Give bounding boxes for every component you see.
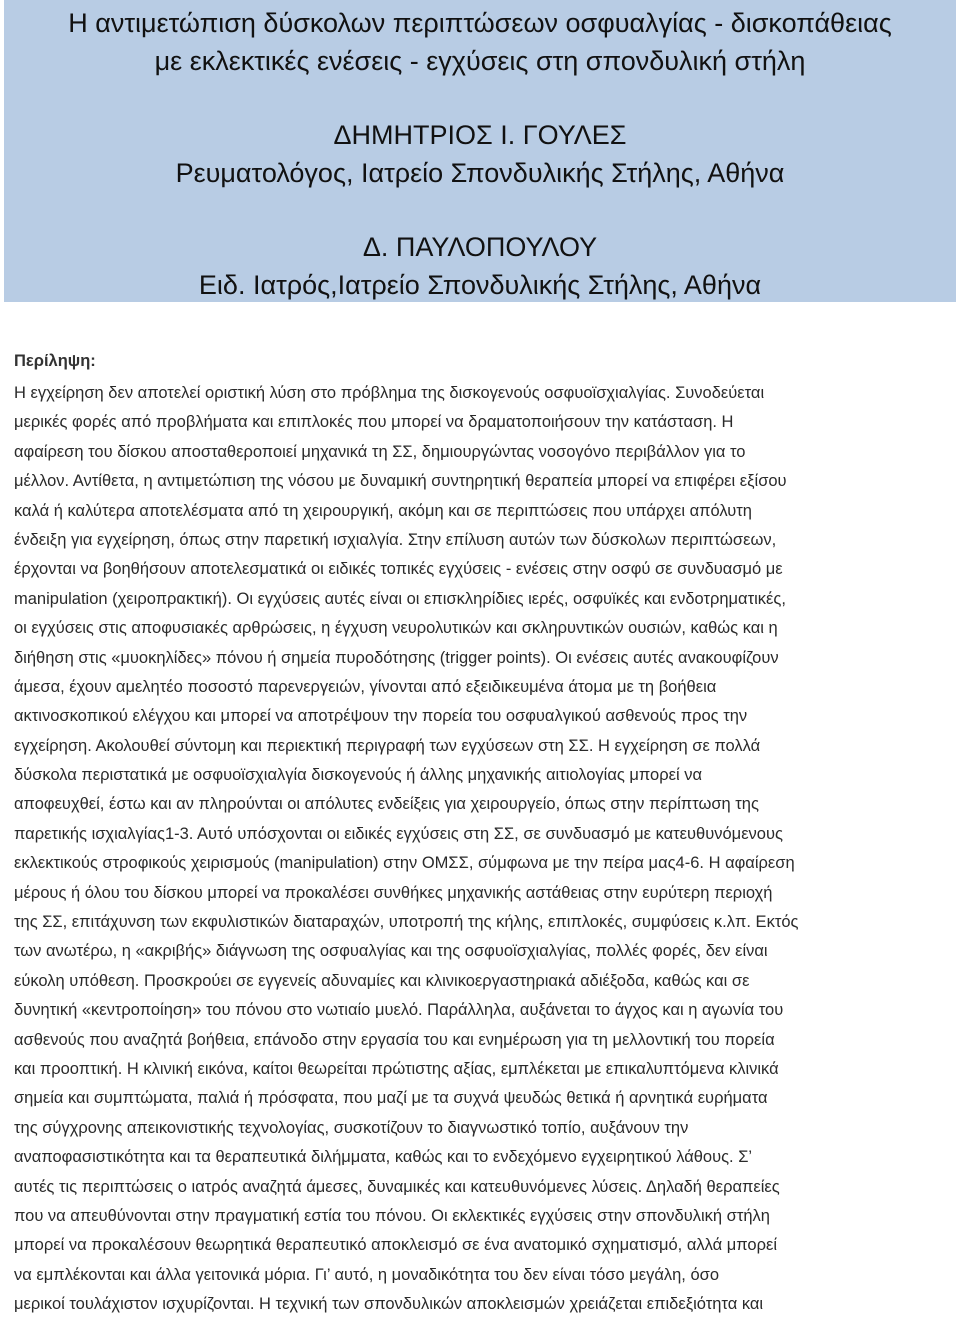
abstract-line: σημεία και συμπτώματα, παλιά ή πρόσφατα, που μαζί με τα συχνά ψευδώς θετικά ή αρνητικά ευρήματα	[14, 1089, 768, 1108]
abstract-line: δύσκολα περιστατικά με οσφυοϊσχιαλγία δισκογενούς ή άλλης μηχανικής αιτιολογίας μπορεί να	[14, 766, 703, 785]
abstract-line: εγχείρηση. Ακολουθεί σύντομη και περιεκτική περιγραφή των εγχύσεων στη ΣΣ. Η εγχείρηση σε πολλά	[14, 736, 761, 755]
author-2-affiliation: Ειδ. Ιατρός,Ιατρείο Σπονδυλικής Στήλης, Αθήνα	[198, 270, 762, 300]
abstract-line: μερικές φορές από προβλήματα και επιπλοκές που μπορεί να δραματοποιήσουν την κατάσταση. Η	[14, 413, 734, 432]
abstract-line: καλά ή καλύτερα αποτελέσματα από τη χειρουργική, ακόμη και σε περιπτώσεις που υπάρχει απόλυτη	[14, 501, 752, 520]
abstract-line: των ανωτέρω, η «ακριβής» διάγνωση της οσφυαλγίας και της οσφυοϊσχιαλγίας, πολλές φορές, δεν είναι	[14, 942, 768, 961]
abstract-line: μερικοί τουλάχιστον ισχυρίζονται. Η τεχνική των σπονδυλικών αποκλεισμών χρειάζεται επιδεξιότητα και	[14, 1295, 764, 1314]
abstract-line: παρετικής ισχιαλγίας1-3. Αυτό υπόσχονται οι ειδικές εγχύσεις στη ΣΣ, σε συνδυασμό με κατευθυνόμενους	[14, 824, 783, 843]
abstract-line: manipulation (χειροπρακτική). Οι εγχύσεις αυτές είναι οι επισκληρίδιες ιερές, οσφυϊκές και ενδοτρηματικές,	[14, 589, 786, 608]
abstract-line: δυνητική «κεντροποίηση» του πόνου στο νωτιαίο μυελό. Παράλληλα, αυξάνεται το άγχος και η αγωνία του	[14, 1001, 784, 1020]
abstract-heading: Περίληψη:	[14, 352, 96, 370]
abstract-line: διήθηση στις «μυοκηλίδες» πόνου ή σημεία πυροδότησης (trigger points). Οι ενέσεις αυτές ανακουφίζουν	[14, 648, 779, 667]
abstract-line: μέλλον. Αντίθετα, η αντιμετώπιση της νόσου με δυναμική συντηρητική θεραπεία μπορεί να επιφέρει εξίσου	[14, 472, 787, 491]
abstract-line: ασθενούς που αναζητά βοήθεια, επάνοδο στην εργασία του και ενημέρωση για τη μελλοντική του πορεία	[14, 1030, 775, 1049]
abstract-line: εύκολη υπόθεση. Προσκρούει σε εγγενείς αδυναμίες και κλινικοεργαστηριακά αδιέξοδα, καθώς και σε	[14, 971, 750, 990]
abstract-line: αποφευχθεί, έστω και αν πληρούνται οι απόλυτες ενδείξεις για χειρουργείο, όπως στην περίπτωση της	[14, 795, 759, 814]
abstract-line: αφαίρεση του δίσκου αποσταθεροποιεί μηχανικά τη ΣΣ, δημιουργώντας νοσογόνο περιβάλλον για το	[14, 442, 746, 461]
abstract-line: να εμπλέκονται και άλλα γειτονικά μόρια. Γι’ αυτό, η μοναδικότητα του δεν είναι τόσο μεγάλη, όσο	[14, 1265, 719, 1284]
abstract-line: αναποφασιστικότητα και τα θεραπευτικά διλήμματα, καθώς και το ενδεχόμενο εγχειρητικού λάθους. Σ’	[14, 1148, 753, 1167]
abstract-line: ένδειξη για εγχείρηση, όπως στην παρετική ισχιαλγία. Στην επίλυση αυτών των δύσκολων περιπτώσεων,	[14, 530, 777, 549]
abstract-line: εκλεκτικούς στροφικούς χειρισμούς (manipulation) στην ΟΜΣΣ, σύμφωνα με την πείρα μας4-6. Η αφαίρεση	[14, 854, 795, 873]
abstract-line: έρχονται να βοηθήσουν αποτελεσματικά οι ειδικές τοπικές εγχύσεις - ενέσεις στην οσφύ σε συνδυασμό με	[14, 560, 783, 579]
abstract-line: που να απευθύνονται στην πραγματική εστία του πόνου. Οι εκλεκτικές εγχύσεις στην σπονδυλική στήλη	[14, 1206, 770, 1225]
abstract-line: οι εγχύσεις στις αποφυσιακές αρθρώσεις, η έγχυση νευρολυτικών και σκληρυντικών ουσιών, καθώς και η	[14, 619, 778, 638]
abstract-line: ακτινοσκοπικού ελέγχου και μπορεί να αποτρέψουν την πορεία του οσφυαλγικού ασθενούς προς την	[14, 707, 748, 726]
abstract-body	[14, 379, 944, 1320]
article-title-line-2: με εκλεκτικές ενέσεις - εγχύσεις στη σπονδυλική στήλη	[154, 46, 806, 76]
article-title-line-1: Η αντιμετώπιση δύσκολων περιπτώσεων οσφυαλγίας - δισκοπάθειας	[68, 8, 892, 38]
abstract-line: της ΣΣ, επιτάχυνση των εκφυλιστικών διαταραχών, υποτροπή της κήλης, επιπλοκές, συμφύσεις κ.λπ. Εκτός	[14, 913, 799, 932]
author-1-name: ΔΗΜΗΤΡΙΟΣ Ι. ΓΟΥΛΕΣ	[333, 120, 627, 150]
abstract-line: Η εγχείρηση δεν αποτελεί οριστική λύση στο πρόβλημα της δισκογενούς οσφυοϊσχιαλγίας. Συνοδεύεται	[14, 384, 765, 402]
abstract-line: άμεσα, έχουν αμελητέο ποσοστό παρενεργειών, γίνονται από εξειδικευμένα άτομα με τη βοήθεια	[14, 677, 717, 696]
abstract-line: μπορεί να προκαλέσουν θεωρητικά θεραπευτικό αποκλεισμό σε ένα ανατομικό σχηματισμό, αλλά μπορεί	[14, 1236, 778, 1255]
abstract-line: αυτές τις περιπτώσεις ο ιατρός αναζητά άμεσες, δυναμικές και κατευθυνόμενες λύσεις. Δηλαδή θεραπείες	[14, 1177, 780, 1196]
author-2-name: Δ. ΠΑΥΛΟΠΟΥΛΟΥ	[362, 232, 598, 262]
abstract-line: της σύγχρονης απεικονιστικής τεχνολογίας, συσκοτίζουν το διαγνωστικό τοπίο, αυξάνουν την	[14, 1118, 689, 1137]
abstract-line: και προοπτική. Η κλινική εικόνα, καίτοι θεωρείται πρώτιστης αξίας, εμπλέκεται με επικαλυπτόμενα κλινικά	[14, 1059, 779, 1078]
author-1-affiliation: Ρευματολόγος, Ιατρείο Σπονδυλικής Στήλης, Αθήνα	[175, 158, 785, 188]
abstract-line: μέρους ή όλου του δίσκου μπορεί να προκαλέσει συνθήκες μηχανικής αστάθειας στην ευρύτερη περιοχή	[14, 883, 773, 902]
